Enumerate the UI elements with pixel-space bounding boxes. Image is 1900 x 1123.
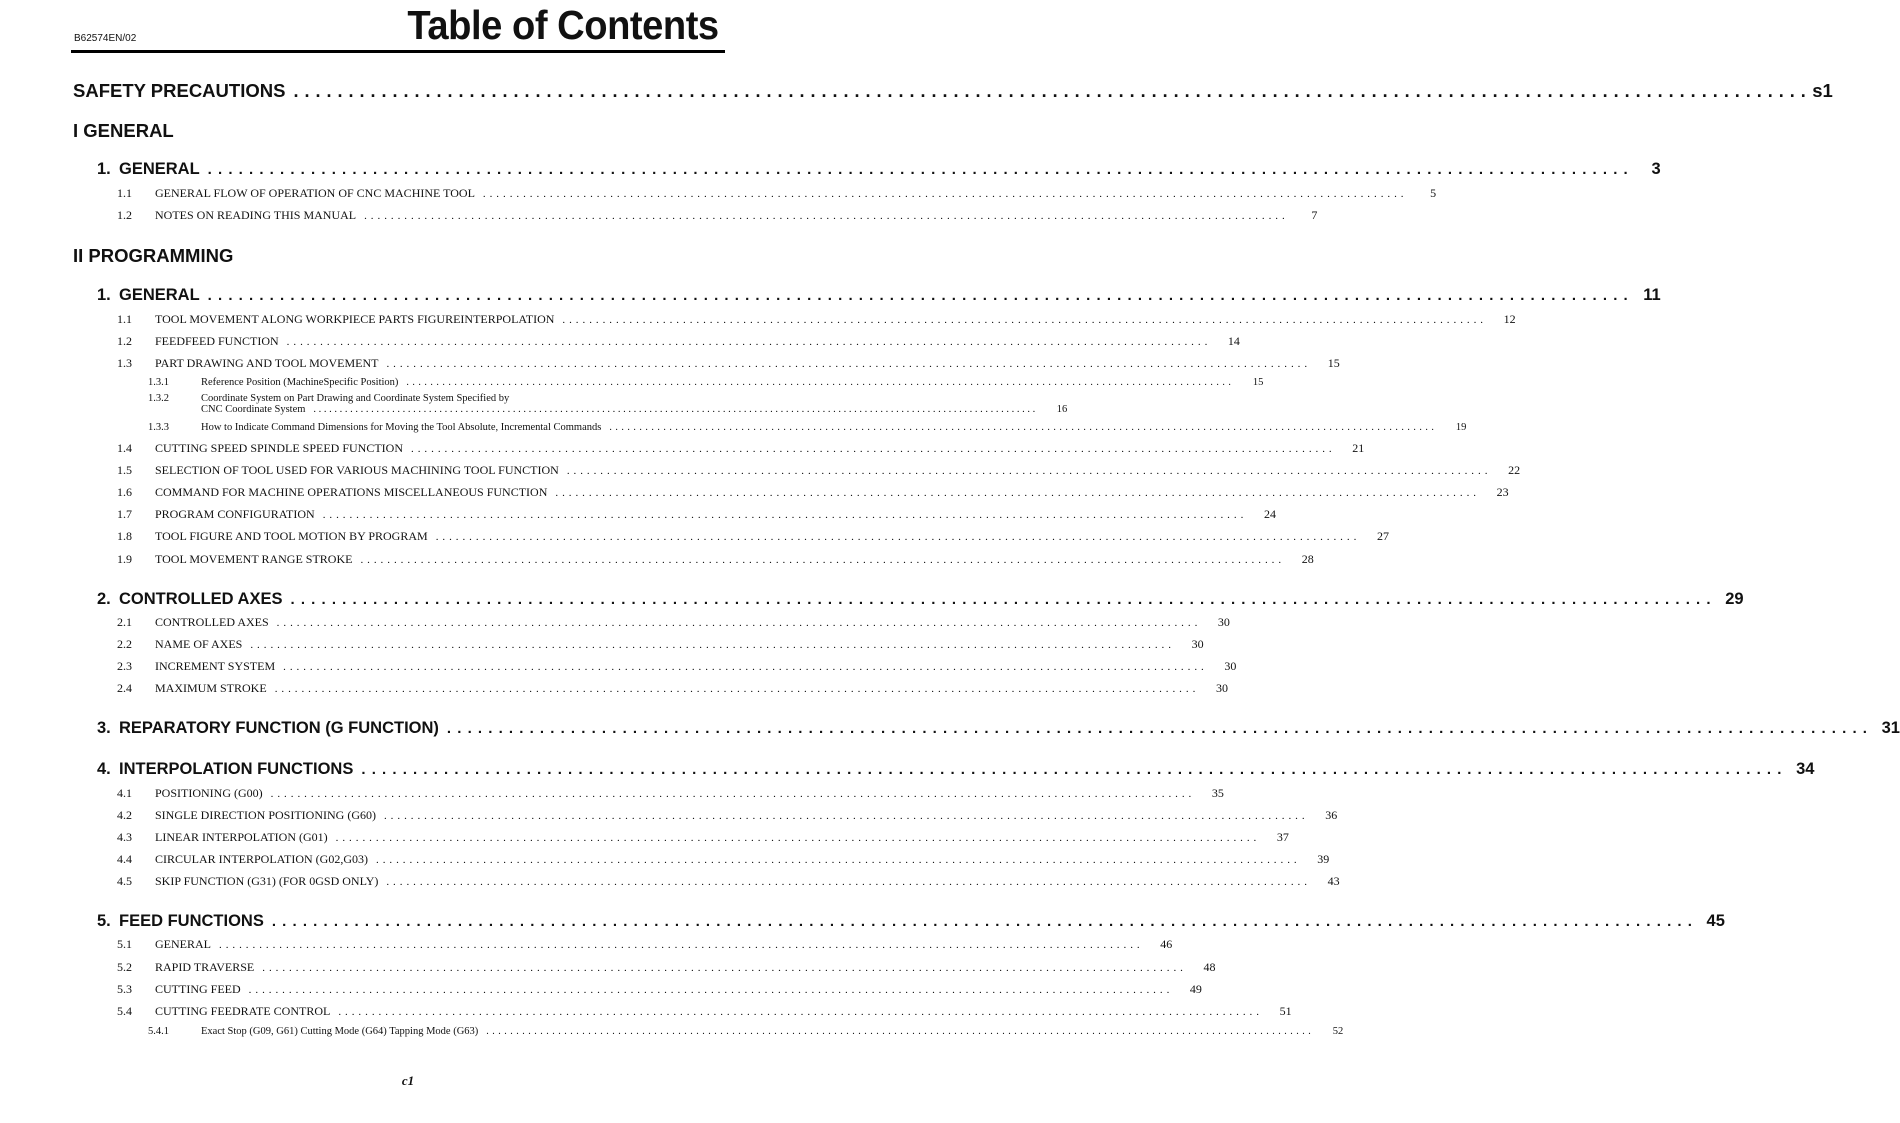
chapter-label: GENERAL <box>119 160 200 178</box>
chapter-page: 11 <box>1643 286 1661 304</box>
section-label: RAPID TRAVERSE <box>155 960 255 974</box>
leader-dots <box>271 788 1192 800</box>
subsection-number: 1.3.3 <box>148 422 169 433</box>
toc-chapter-preparatory-function[interactable] <box>97 719 1900 738</box>
toc-section[interactable] <box>117 937 1173 952</box>
leader-dots <box>293 81 1806 102</box>
section-page: 30 <box>1215 681 1228 695</box>
subsection-label-line2: CNC Coordinate System <box>201 404 306 415</box>
leader-dots <box>384 810 1305 822</box>
chapter-page: 29 <box>1725 590 1744 608</box>
toc-section[interactable] <box>117 334 1240 349</box>
section-number: 1.1 <box>117 186 132 200</box>
section-label: NAME OF AXES <box>155 637 243 651</box>
section-page: 24 <box>1263 507 1276 521</box>
section-page: 46 <box>1160 937 1173 951</box>
part-heading-programming: II PROGRAMMING <box>73 245 234 266</box>
leader-dots <box>262 962 1183 974</box>
section-label: GENERAL FLOW OF OPERATION OF CNC MACHINE TOOL <box>155 186 475 200</box>
toc-section[interactable] <box>117 852 1330 867</box>
section-number: 1.2 <box>117 208 132 222</box>
section-number: 1.7 <box>117 507 132 521</box>
toc-chapter-controlled-axes[interactable] <box>97 590 1744 609</box>
leader-dots <box>562 314 1483 326</box>
subsection-number: 1.3.2 <box>148 393 169 404</box>
toc-entry-page: s1 <box>1812 80 1833 101</box>
toc-section[interactable] <box>117 615 1230 630</box>
leader-dots <box>406 377 1231 388</box>
section-number: 5.1 <box>117 937 132 951</box>
leader-dots <box>290 591 1711 608</box>
section-page: 35 <box>1211 786 1224 800</box>
toc-section[interactable] <box>117 659 1237 674</box>
section-label: SKIP FUNCTION (G31) (FOR 0GSD ONLY) <box>155 874 379 888</box>
subsection-number: 1.3.1 <box>148 377 169 388</box>
page-title: Table of Contents <box>407 2 719 48</box>
leader-dots <box>386 876 1307 888</box>
toc-section[interactable] <box>117 786 1224 801</box>
chapter-label: FEED FUNCTIONS <box>119 912 264 930</box>
chapter-label: INTERPOLATION FUNCTIONS <box>119 760 354 778</box>
section-number: 1.9 <box>117 552 132 566</box>
toc-section[interactable] <box>117 1004 1292 1019</box>
section-number: 1.6 <box>117 485 132 499</box>
toc-section[interactable] <box>117 312 1516 327</box>
toc-section[interactable] <box>117 982 1202 997</box>
toc-subsection[interactable] <box>148 422 1467 433</box>
leader-dots <box>272 913 1693 930</box>
leader-dots <box>555 487 1476 499</box>
chapter-number: 1. <box>97 160 111 178</box>
leader-dots <box>338 1006 1259 1018</box>
toc-section[interactable] <box>117 186 1437 201</box>
section-page: 7 <box>1311 208 1318 222</box>
section-page: 22 <box>1508 463 1521 477</box>
toc-section[interactable] <box>117 208 1318 223</box>
section-label: CONTROLLED AXES <box>155 615 269 629</box>
section-number: 1.3 <box>117 356 132 370</box>
subsection-page: 15 <box>1252 377 1264 388</box>
subsection-label: Exact Stop (G09, G61) Cutting Mode (G64) Tapping Mode (G63) <box>201 1026 479 1037</box>
section-number: 4.4 <box>117 852 132 866</box>
section-page: 36 <box>1325 808 1338 822</box>
page-number-footer: c1 <box>401 1073 415 1088</box>
leader-dots <box>313 404 1035 415</box>
section-label: SINGLE DIRECTION POSITIONING (G60) <box>155 808 376 822</box>
section-label: TOOL MOVEMENT RANGE STROKE <box>155 552 353 566</box>
section-number: 1.8 <box>117 529 132 543</box>
section-label: INCREMENT SYSTEM <box>155 659 276 673</box>
toc-section[interactable] <box>117 960 1216 975</box>
chapter-label: REPARATORY FUNCTION (G FUNCTION) <box>119 719 439 737</box>
section-label: CUTTING FEED <box>155 982 241 996</box>
part-heading-general: I GENERAL <box>73 120 174 141</box>
leader-dots <box>219 939 1140 951</box>
leader-dots <box>361 761 1782 778</box>
chapter-label: GENERAL <box>119 286 200 304</box>
section-number: 4.2 <box>117 808 132 822</box>
section-number: 2.4 <box>117 681 132 695</box>
toc-subsection[interactable] <box>148 393 1068 415</box>
toc-section[interactable] <box>117 830 1289 845</box>
section-number: 1.5 <box>117 463 132 477</box>
toc-section[interactable] <box>117 463 1521 478</box>
chapter-page: 31 <box>1881 719 1900 737</box>
leader-dots <box>364 210 1285 222</box>
toc-chapter-general[interactable] <box>97 286 1661 305</box>
subsection-number: 5.4.1 <box>148 1026 169 1037</box>
document-id: B62574EN/02 <box>74 33 137 44</box>
section-number: 4.1 <box>117 786 132 800</box>
leader-dots <box>208 161 1629 178</box>
section-page: 27 <box>1376 529 1389 543</box>
section-number: 1.2 <box>117 334 132 348</box>
leader-dots <box>609 422 1434 433</box>
section-page: 49 <box>1189 982 1202 996</box>
section-label: MAXIMUM STROKE <box>155 681 267 695</box>
section-number: 5.2 <box>117 960 132 974</box>
section-page: 48 <box>1203 960 1216 974</box>
section-label: PART DRAWING AND TOOL MOVEMENT <box>155 356 379 370</box>
section-label: CIRCULAR INTERPOLATION (G02,G03) <box>155 852 368 866</box>
toc-section[interactable] <box>117 552 1314 567</box>
leader-dots <box>277 617 1198 629</box>
section-label: TOOL MOVEMENT ALONG WORKPIECE PARTS FIGUREINTERPOLATION <box>155 312 555 326</box>
toc-section[interactable] <box>117 356 1340 371</box>
section-page: 37 <box>1276 830 1289 844</box>
toc-section[interactable] <box>117 507 1276 522</box>
toc-subsection[interactable] <box>148 1026 1344 1037</box>
section-page: 30 <box>1217 615 1230 629</box>
section-label: NOTES ON READING THIS MANUAL <box>155 208 357 222</box>
section-page: 28 <box>1301 552 1314 566</box>
toc-section[interactable] <box>117 808 1338 823</box>
chapter-page: 45 <box>1706 912 1725 930</box>
leader-dots <box>275 683 1196 695</box>
chapter-number: 4. <box>97 760 111 778</box>
section-page: 43 <box>1327 874 1340 888</box>
leader-dots <box>323 509 1244 521</box>
section-label: POSITIONING (G00) <box>155 786 263 800</box>
section-number: 4.3 <box>117 830 132 844</box>
section-page: 30 <box>1224 659 1237 673</box>
leader-dots <box>336 832 1257 844</box>
toc-section[interactable] <box>117 874 1340 889</box>
leader-dots <box>283 661 1204 673</box>
subsection-label: How to Indicate Command Dimensions for Moving the Tool Absolute, Incremental Commands <box>201 422 602 433</box>
section-label: SELECTION OF TOOL USED FOR VARIOUS MACHINING TOOL FUNCTION <box>155 463 559 477</box>
toc-chapter-interpolation-functions[interactable] <box>97 760 1815 779</box>
section-page: 5 <box>1430 186 1437 200</box>
leader-dots <box>447 720 1868 737</box>
toc-section[interactable] <box>117 637 1204 652</box>
leader-dots <box>567 465 1488 477</box>
toc-entry-safety-precautions[interactable] <box>73 80 1833 102</box>
chapter-number: 1. <box>97 286 111 304</box>
chapter-number: 2. <box>97 590 111 608</box>
subsection-page: 16 <box>1056 404 1068 415</box>
leader-dots <box>386 358 1307 370</box>
section-number: 4.5 <box>117 874 132 888</box>
leader-dots <box>411 443 1332 455</box>
section-number: 2.2 <box>117 637 132 651</box>
leader-dots <box>287 336 1208 348</box>
toc-section[interactable] <box>117 529 1389 544</box>
section-label: TOOL FIGURE AND TOOL MOTION BY PROGRAM <box>155 529 428 543</box>
section-number: 1.4 <box>117 441 132 455</box>
subsection-label: Reference Position (MachineSpecific Position) <box>201 377 399 388</box>
leader-dots <box>436 531 1357 543</box>
toc-chapter-general[interactable] <box>97 160 1661 179</box>
leader-dots <box>249 984 1170 996</box>
section-label: COMMAND FOR MACHINE OPERATIONS MISCELLANEOUS FUNCTION <box>155 485 548 499</box>
leader-dots <box>376 854 1297 866</box>
toc-section[interactable] <box>117 485 1509 500</box>
section-page: 30 <box>1191 637 1204 651</box>
leader-dots <box>360 554 1281 566</box>
toc-subsection[interactable] <box>148 377 1264 388</box>
toc-chapter-feed-functions[interactable] <box>97 912 1725 931</box>
chapter-page: 34 <box>1796 760 1815 778</box>
section-number: 5.3 <box>117 982 132 996</box>
section-label: PROGRAM CONFIGURATION <box>155 507 315 521</box>
section-number: 5.4 <box>117 1004 132 1018</box>
section-page: 21 <box>1352 441 1365 455</box>
section-number: 2.1 <box>117 615 132 629</box>
toc-entry-label: SAFETY PRECAUTIONS <box>73 80 286 101</box>
section-label: LINEAR INTERPOLATION (G01) <box>155 830 328 844</box>
section-page: 14 <box>1227 334 1240 348</box>
section-label: CUTTING SPEED SPINDLE SPEED FUNCTION <box>155 441 404 455</box>
section-page: 23 <box>1496 485 1509 499</box>
section-page: 51 <box>1279 1004 1292 1018</box>
section-page: 15 <box>1327 356 1340 370</box>
chapter-label: CONTROLLED AXES <box>119 590 283 608</box>
subsection-label-line1: Coordinate System on Part Drawing and Coordinate System Specified by <box>201 393 510 404</box>
section-page: 12 <box>1503 312 1516 326</box>
section-page: 39 <box>1317 852 1330 866</box>
section-number: 1.1 <box>117 312 132 326</box>
subsection-page: 52 <box>1332 1026 1344 1037</box>
leader-dots <box>483 188 1404 200</box>
chapter-page: 3 <box>1651 160 1661 178</box>
section-label: FEEDFEED FUNCTION <box>155 334 279 348</box>
section-label: CUTTING FEEDRATE CONTROL <box>155 1004 331 1018</box>
section-number: 2.3 <box>117 659 132 673</box>
subsection-page: 19 <box>1455 422 1467 433</box>
chapter-number: 3. <box>97 719 111 737</box>
section-label: GENERAL <box>155 937 211 951</box>
chapter-number: 5. <box>97 912 111 930</box>
leader-dots <box>250 639 1171 651</box>
toc-section[interactable] <box>117 681 1228 696</box>
leader-dots <box>486 1026 1311 1037</box>
leader-dots <box>208 287 1629 304</box>
toc-section[interactable] <box>117 441 1365 456</box>
